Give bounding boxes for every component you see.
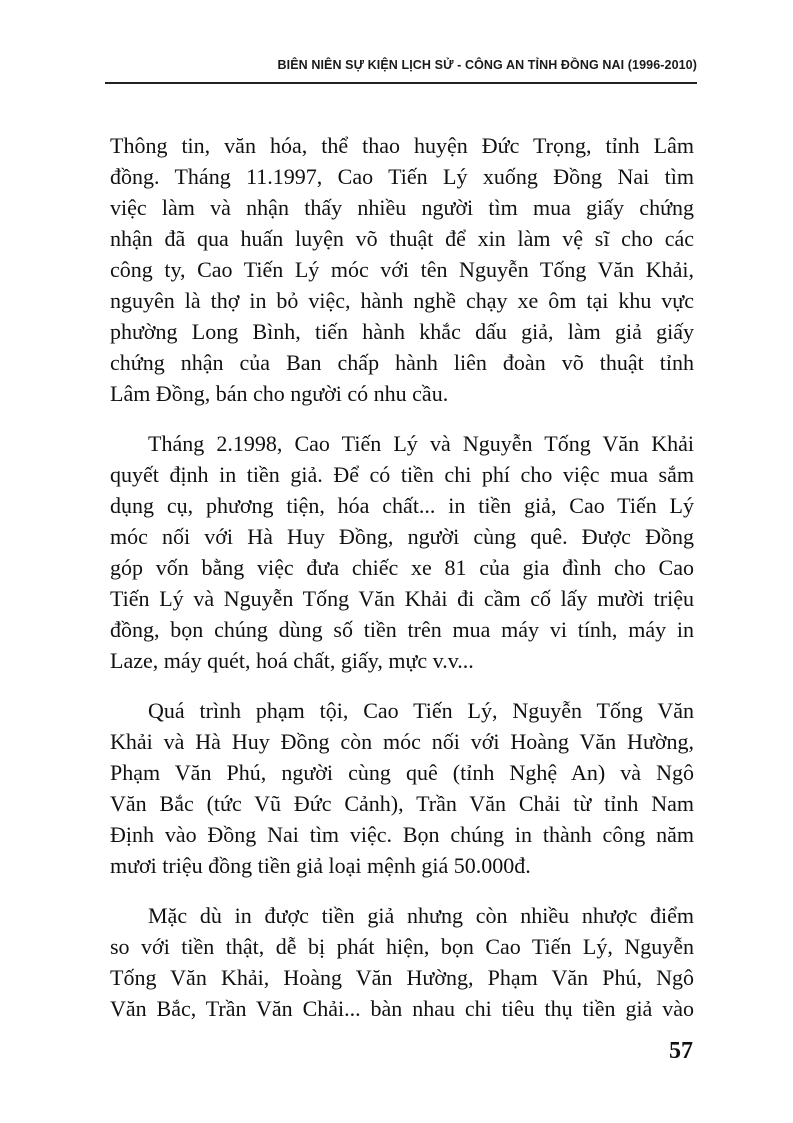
text-line: Mặc dù in được tiền giả nhưng còn nhiều nhược điểm: [148, 903, 694, 928]
text-line: Phạm Văn Phú, người cùng quê (tỉnh Nghệ An) và Ngô: [110, 760, 694, 785]
text-line: Khải và Hà Huy Đồng còn móc nối với Hoàng Văn Hường,: [110, 729, 694, 754]
text-line: mươi triệu đồng tiền giả loại mệnh giá 50.000đ.: [110, 853, 531, 878]
text-line: nhận đã qua huấn luyện võ thuật để xin làm vệ sĩ cho các: [110, 226, 694, 251]
text-line: Quá trình phạm tội, Cao Tiến Lý, Nguyễn Tống Văn: [148, 698, 694, 723]
header-rule: [105, 82, 697, 84]
text-line: góp vốn bằng việc đưa chiếc xe 81 của gia đình cho Cao: [110, 555, 694, 580]
text-line: Lâm Đồng, bán cho người có nhu cầu.: [110, 381, 449, 406]
text-line: việc làm và nhận thấy nhiều người tìm mua giấy chứng: [110, 195, 694, 220]
text-line: công ty, Cao Tiến Lý móc với tên Nguyễn Tống Văn Khải,: [110, 257, 694, 282]
text-line: nguyên là thợ in bỏ việc, hành nghề chạy xe ôm tại khu vực: [110, 288, 694, 313]
text-line: quyết định in tiền giả. Để có tiền chi phí cho việc mua sắm: [110, 462, 694, 487]
text-line: Định vào Đồng Nai tìm việc. Bọn chúng in thành công năm: [110, 822, 694, 847]
paragraph: [110, 900, 694, 1024]
text-line: Laze, máy quét, hoá chất, giấy, mực v.v...: [110, 648, 474, 673]
text-line: Thông tin, văn hóa, thể thao huyện Đức Trọng, tỉnh Lâm: [110, 133, 694, 158]
body-text: [110, 130, 694, 1043]
text-line: so với tiền thật, dễ bị phát hiện, bọn Cao Tiến Lý, Nguyễn: [110, 934, 694, 959]
text-line: đồng, bọn chúng dùng số tiền trên mua máy vi tính, máy in: [110, 617, 694, 642]
text-line: phường Long Bình, tiến hành khắc dấu giả, làm giả giấy: [110, 319, 694, 344]
text-line: Văn Bắc (tức Vũ Đức Cảnh), Trần Văn Chải từ tỉnh Nam: [110, 791, 694, 816]
text-line: Tháng 2.1998, Cao Tiến Lý và Nguyễn Tống Văn Khải: [148, 431, 694, 456]
text-line: Văn Bắc, Trần Văn Chải... bàn nhau chi tiêu thụ tiền giả vào: [110, 996, 694, 1021]
text-line: Tống Văn Khải, Hoàng Văn Hường, Phạm Văn Phú, Ngô: [110, 965, 694, 990]
text-line: Tiến Lý và Nguyễn Tống Văn Khải đi cầm cố lấy mười triệu: [110, 586, 694, 611]
page-number: 57: [669, 1038, 693, 1064]
text-line: móc nối với Hà Huy Đồng, người cùng quê. Được Đồng: [110, 524, 694, 549]
paragraph: [110, 130, 694, 409]
text-line: chứng nhận của Ban chấp hành liên đoàn võ thuật tỉnh: [110, 350, 694, 375]
text-line: dụng cụ, phương tiện, hóa chất... in tiền giả, Cao Tiến Lý: [110, 493, 694, 518]
text-line: đồng. Tháng 11.1997, Cao Tiến Lý xuống Đồng Nai tìm: [110, 164, 694, 189]
paragraph: [110, 695, 694, 881]
paragraph: [110, 428, 694, 676]
running-header: BIÊN NIÊN SỰ KIỆN LỊCH SỬ - CÔNG AN TỈNH ĐỒNG NAI (1996-2010): [277, 58, 697, 72]
